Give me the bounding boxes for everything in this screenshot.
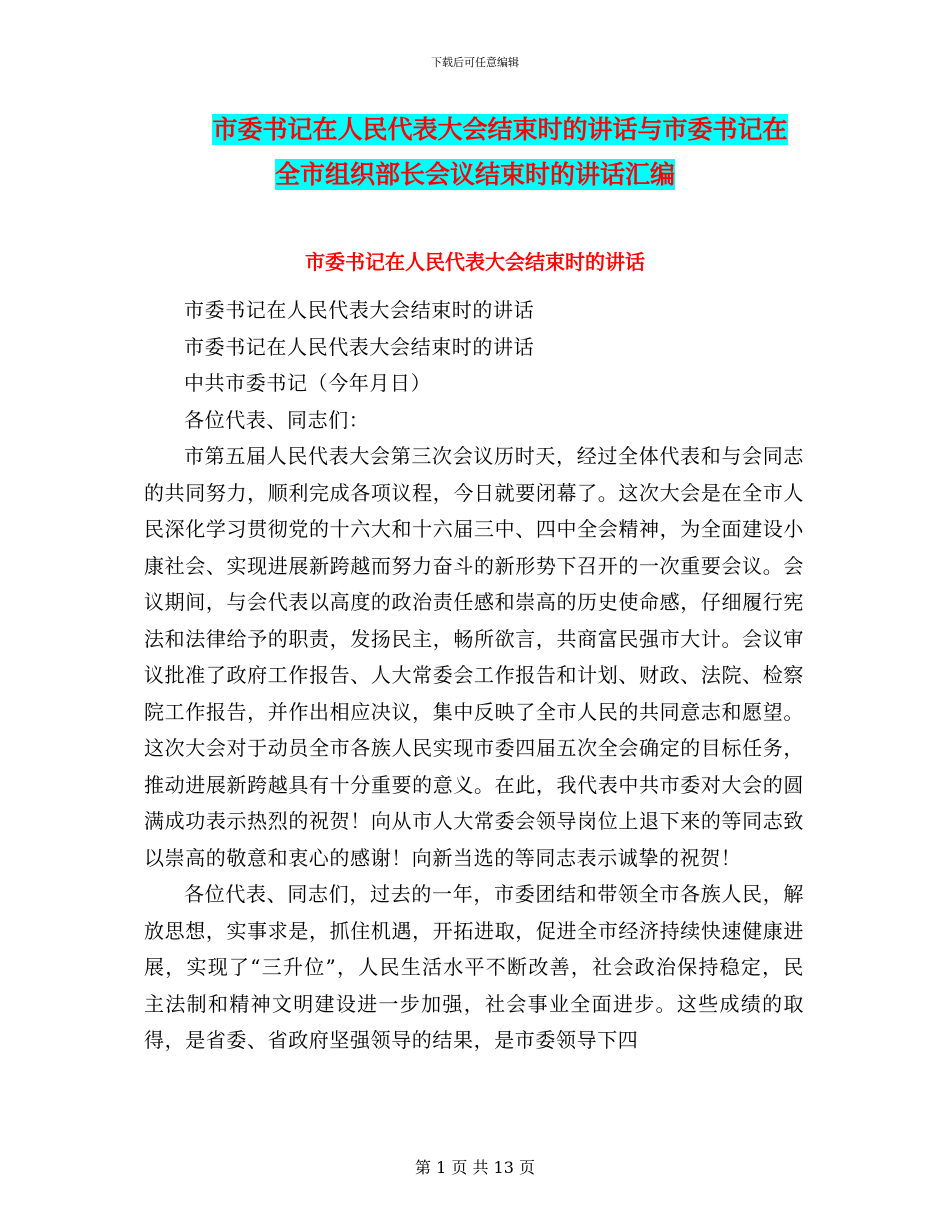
document-body [144, 292, 804, 1059]
body-paragraph: 市第五届人民代表大会第三次会议历时天，经过全体代表和与会同志的共同努力，顺利完成各项议程，今日就要闭幕了。这次大会是在全市人民深化学习贯彻党的十六大和十六届三中、四中全会精神，为全面建设小康社会、实现进展新跨越而努力奋斗的新形势下召开的一次重要会议。会议期间，与会代表以高度的政治责任感和崇高的历史使命感，仔细履行宪法和法律给予的职责，发扬民主，畅所欲言，共商富民强市大计。会议审议批准了政府工作报告、人大常委会工作报告和计划、财政、法院、检察院工作报告，并作出相应决议，集中反映了全市人民的共同意志和愿望。这次大会对于动员全市各族人民实现市委四届五次全会确定的目标任务，推动进展新跨越具有十分重要的意义。在此，我代表中共市委对大会的圆满成功表示热烈的祝贺！向从市人大常委会领导岗位上退下来的等同志致以崇高的敬意和衷心的感谢！向新当选的等同志表示诚挚的祝贺！ [144, 444, 804, 870]
body-paragraph: 市委书记在人民代表大会结束时的讲话 [184, 334, 535, 359]
document-title-line-1 [0, 110, 950, 150]
document-title-line-1-text: 市委书记在人民代表大会结束时的讲话与市委书记在 [212, 115, 788, 144]
document-title-line-2-text: 全市组织部长会议结束时的讲话汇编 [274, 160, 675, 189]
header-note: 下载后可任意编辑 [431, 56, 519, 69]
body-paragraph: 各位代表、同志们： [184, 407, 370, 432]
document-title-line-2 [0, 155, 950, 195]
body-paragraph: 市委书记在人民代表大会结束时的讲话 [184, 298, 535, 322]
body-paragraph: 中共市委书记（今年月日） [184, 371, 432, 395]
body-paragraph: 各位代表、同志们，过去的一年，市委团结和带领全市各族人民，解放思想，实事求是，抓住机遇，开拓进取，促进全市经济持续快速健康进展，实现了“三升位”，人民生活水平不断改善，社会政治保持稳定，民主法制和精神文明建设进一步加强，社会事业全面进步。这些成绩的取得，是省委、省政府坚强领导的结果，是市委领导下四 [144, 882, 804, 1052]
section-title: 市委书记在人民代表大会结束时的讲话 [305, 250, 645, 274]
page-footer: 第 1 页 共 13 页 [415, 1158, 535, 1177]
